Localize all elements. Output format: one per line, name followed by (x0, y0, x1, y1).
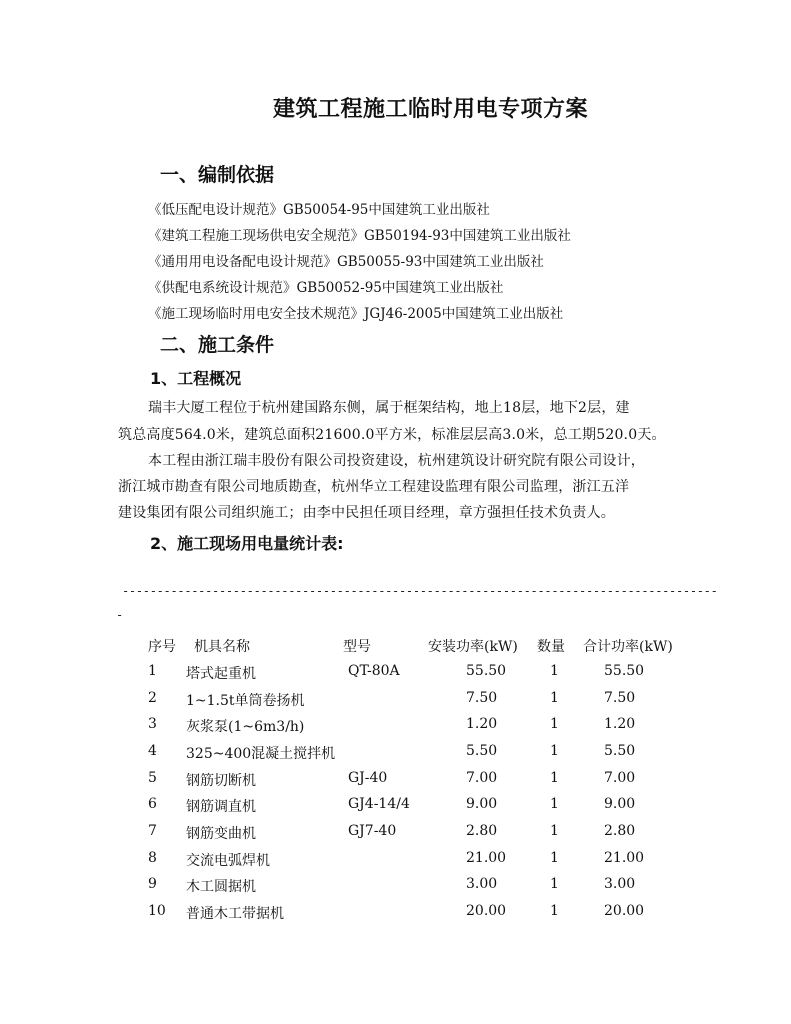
cell-qty: 1 (550, 690, 559, 706)
reference-item: 《供配电系统设计规范》GB50052-95中国建筑工业出版社 (148, 280, 504, 296)
cell-total: 20.00 (604, 903, 645, 919)
cell-total: 1.20 (604, 716, 636, 732)
cell-name: 1~1.5t单筒卷扬机 (186, 693, 305, 709)
header-qty: 数量 (537, 639, 565, 655)
subsection-1-heading: 1、工程概况 (150, 369, 242, 388)
cell-power: 9.00 (466, 796, 498, 812)
section-2-heading: 二、施工条件 (160, 334, 275, 356)
table-row (0, 690, 791, 716)
table-row (0, 743, 791, 769)
cell-power: 20.00 (466, 903, 507, 919)
reference-item: 《施工现场临时用电安全技术规范》JGJ46-2005中国建筑工业出版社 (148, 306, 564, 322)
cell-qty: 1 (550, 663, 559, 679)
reference-item: 《建筑工程施工现场供电安全规范》GB50194-93中国建筑工业出版社 (148, 228, 571, 244)
cell-power: 3.00 (466, 876, 498, 892)
cell-qty: 1 (550, 850, 559, 866)
table-row (0, 850, 791, 876)
subsection-2-heading: 2、施工现场用电量统计表: (150, 534, 344, 553)
cell-name: 交流电弧焊机 (186, 853, 270, 869)
cell-name: 木工圆据机 (186, 879, 256, 895)
cell-name: 325~400混凝土搅拌机 (186, 746, 336, 762)
header-model: 型号 (343, 639, 371, 655)
cell-total: 3.00 (604, 876, 636, 892)
table-separator-tail: - (116, 608, 124, 622)
cell-name: 普通木工带据机 (186, 906, 284, 922)
table-header-row (0, 636, 791, 662)
cell-power: 55.50 (466, 663, 507, 679)
cell-no: 7 (148, 823, 157, 839)
cell-qty: 1 (550, 716, 559, 732)
cell-power: 7.50 (466, 690, 498, 706)
header-total: 合计功率(kW) (583, 639, 673, 655)
cell-qty: 1 (550, 823, 559, 839)
cell-power: 1.20 (466, 716, 498, 732)
cell-no: 6 (148, 796, 157, 812)
header-power: 安装功率(kW) (428, 639, 518, 655)
cell-no: 3 (148, 716, 157, 732)
cell-model: GJ4-14/4 (348, 796, 410, 812)
table-row (0, 716, 791, 742)
cell-qty: 1 (550, 876, 559, 892)
cell-total: 21.00 (604, 850, 645, 866)
document-title: 建筑工程施工临时用电专项方案 (272, 97, 588, 122)
cell-model: GJ7-40 (348, 823, 397, 839)
cell-no: 5 (148, 770, 157, 786)
table-separator: -------------------------------------------------------------------------------------- (122, 584, 718, 598)
cell-power: 2.80 (466, 823, 498, 839)
cell-no: 8 (148, 850, 157, 866)
cell-qty: 1 (550, 903, 559, 919)
overview-paragraph-line: 浙江城市勘查有限公司地质勘查，杭州华立工程建设监理有限公司监理，浙江五洋 (118, 479, 630, 495)
cell-total: 55.50 (604, 663, 645, 679)
cell-name: 灰浆泵(1~6m3/h) (186, 719, 305, 735)
cell-no: 10 (148, 903, 166, 919)
cell-total: 9.00 (604, 796, 636, 812)
reference-item: 《通用用电设备配电设计规范》GB50055-93中国建筑工业出版社 (148, 254, 544, 270)
table-row (0, 876, 791, 902)
cell-qty: 1 (550, 743, 559, 759)
cell-power: 21.00 (466, 850, 507, 866)
table-row (0, 770, 791, 796)
cell-qty: 1 (550, 796, 559, 812)
cell-total: 5.50 (604, 743, 636, 759)
overview-paragraph-line: 瑞丰大厦工程位于杭州建国路东侧，属于框架结构，地上18层，地下2层，建 (148, 400, 630, 416)
cell-model: GJ-40 (348, 770, 388, 786)
overview-paragraph-line: 本工程由浙江瑞丰股份有限公司投资建设，杭州建筑设计研究院有限公司设计， (148, 453, 645, 469)
table-row (0, 663, 791, 689)
table-row (0, 796, 791, 822)
header-no: 序号 (148, 639, 176, 655)
cell-name: 塔式起重机 (186, 666, 256, 682)
section-1-heading: 一、编制依据 (160, 164, 275, 186)
cell-model: QT-80A (348, 663, 400, 679)
cell-no: 4 (148, 743, 157, 759)
cell-no: 1 (148, 663, 157, 679)
cell-total: 7.00 (604, 770, 636, 786)
table-row (0, 903, 791, 929)
table-row (0, 823, 791, 849)
cell-total: 7.50 (604, 690, 636, 706)
cell-name: 钢筋变曲机 (186, 826, 256, 842)
cell-total: 2.80 (604, 823, 636, 839)
header-name: 机具名称 (194, 639, 250, 655)
cell-no: 2 (148, 690, 157, 706)
cell-power: 5.50 (466, 743, 498, 759)
cell-name: 钢筋切断机 (186, 773, 256, 789)
reference-item: 《低压配电设计规范》GB50054-95中国建筑工业出版社 (148, 202, 490, 218)
overview-paragraph-line: 建设集团有限公司组织施工；由李中民担任项目经理，章方强担任技术负责人。 (118, 505, 615, 521)
cell-no: 9 (148, 876, 157, 892)
cell-qty: 1 (550, 770, 559, 786)
overview-paragraph-line: 筑总高度564.0米，建筑总面积21600.0平方米，标准层层高3.0米，总工期520.0天。 (118, 427, 666, 443)
cell-power: 7.00 (466, 770, 498, 786)
cell-name: 钢筋调直机 (186, 799, 256, 815)
